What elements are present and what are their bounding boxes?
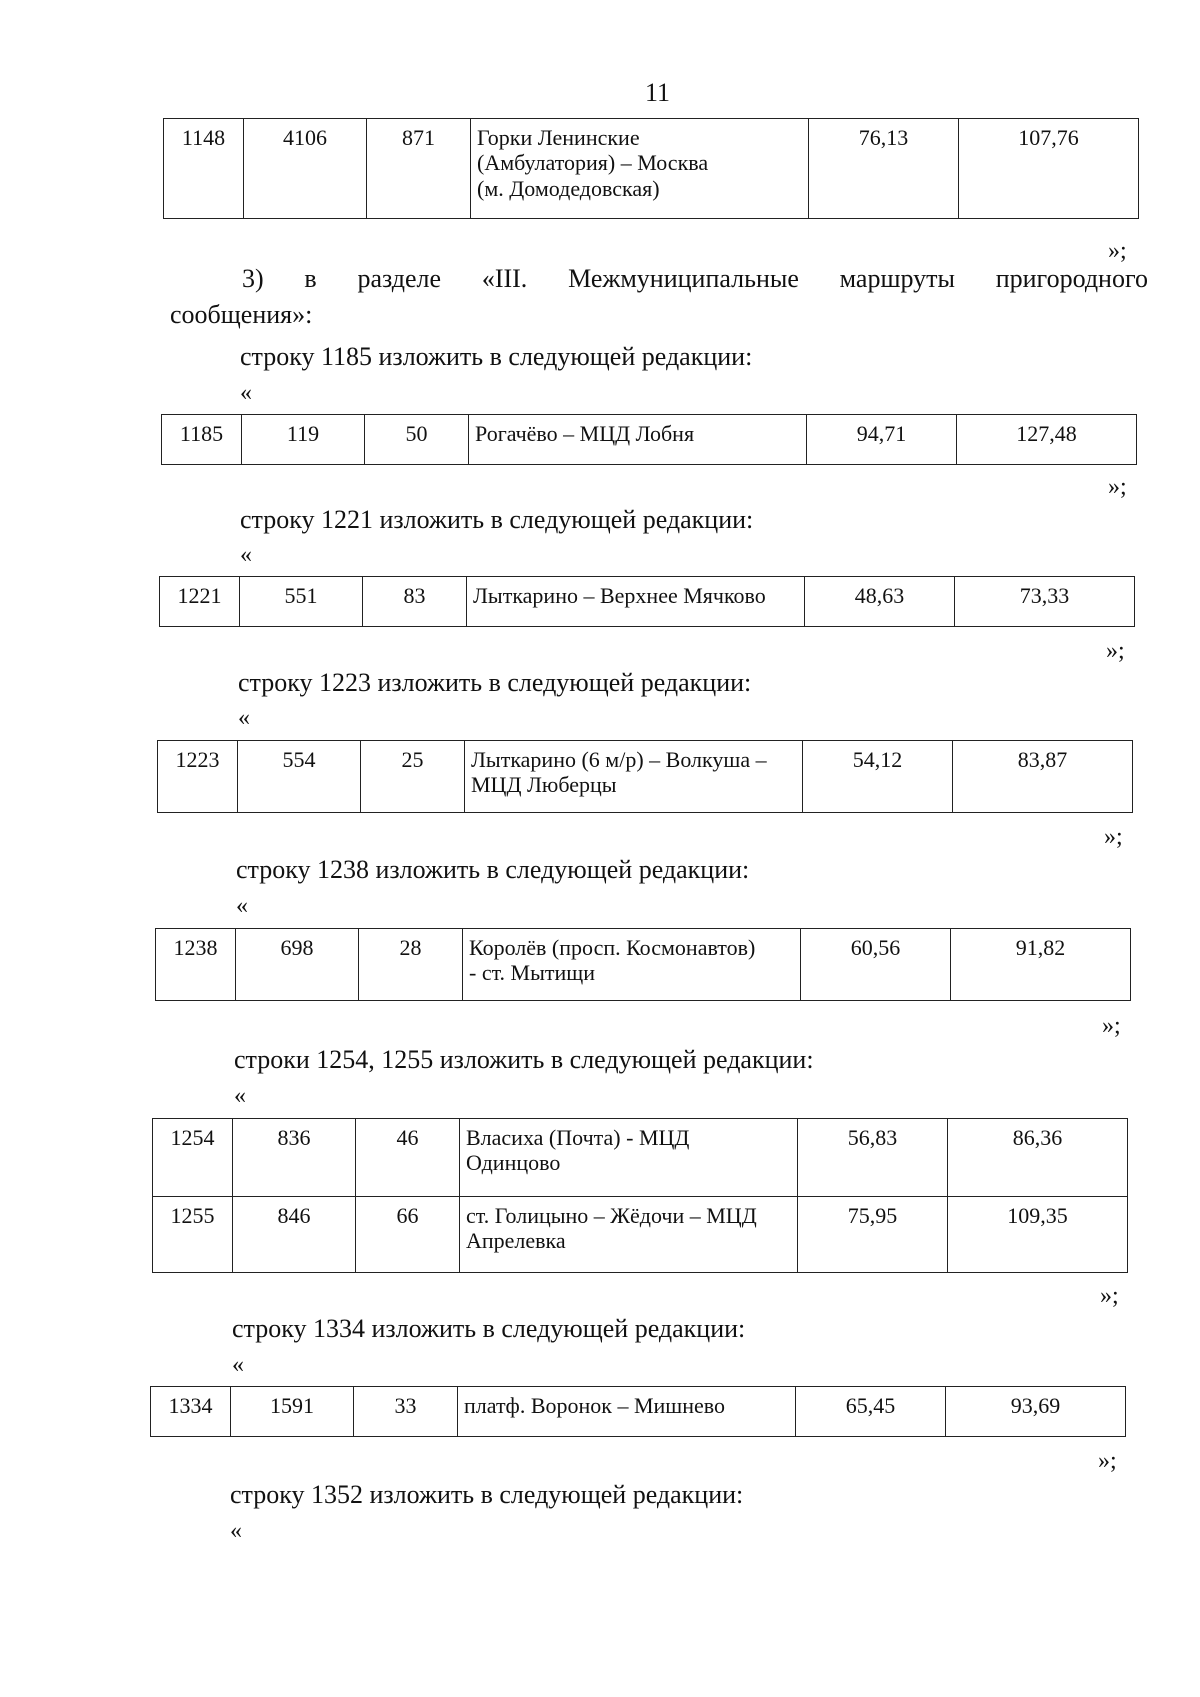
table-1223 — [157, 740, 1133, 813]
open-quote: « — [232, 1352, 244, 1378]
value-2-cell: 91,82 — [951, 929, 1131, 1001]
route-name-line: Королёв (просп. Космонавтов) — [469, 935, 756, 960]
value-2-cell: 93,69 — [946, 1387, 1126, 1437]
row-number-cell: 1221 — [160, 577, 240, 627]
value-1-cell: 65,45 — [796, 1387, 946, 1437]
row-number-cell: 1148 — [164, 119, 244, 219]
value-1-cell: 54,12 — [803, 741, 953, 813]
table-row — [153, 1119, 1128, 1197]
table-1185 — [161, 414, 1137, 465]
value-1-cell: 56,83 — [798, 1119, 948, 1197]
table-row — [156, 929, 1131, 1001]
open-quote: « — [236, 893, 248, 919]
route-name-line: Апрелевка — [466, 1228, 566, 1254]
close-quote: »; — [1100, 1283, 1119, 1309]
route-name-line: Горки Ленинские — [477, 125, 640, 150]
registration-number-cell: 4106 — [244, 119, 367, 219]
value-1-cell: 60,56 — [801, 929, 951, 1001]
row-number-cell: 1223 — [158, 741, 238, 813]
route-number-cell: 66 — [356, 1197, 460, 1273]
value-2-cell: 127,48 — [957, 415, 1137, 465]
open-quote: « — [230, 1518, 242, 1544]
value-1-cell: 75,95 — [798, 1197, 948, 1273]
value-1-cell: 48,63 — [805, 577, 955, 627]
close-quote: »; — [1104, 824, 1123, 850]
table-row — [158, 741, 1133, 813]
route-name-cell — [460, 1197, 798, 1273]
table-row — [164, 119, 1139, 219]
route-number-cell: 83 — [363, 577, 467, 627]
route-name-line: (м. Домодедовская) — [477, 175, 660, 201]
table-row — [151, 1387, 1126, 1437]
open-quote: « — [240, 542, 252, 568]
route-name-line: Рогачёво – МЦД Лобня — [475, 421, 695, 446]
section-intro-line-2: сообщения»: — [170, 300, 313, 329]
value-1-cell: 76,13 — [809, 119, 959, 219]
close-quote: »; — [1108, 474, 1127, 500]
route-name-line: Лыткарино (6 м/р) – Волкуша – — [471, 747, 767, 772]
registration-number-cell: 554 — [238, 741, 361, 813]
table-row — [162, 415, 1137, 465]
route-name-line: - ст. Мытищи — [469, 960, 595, 986]
route-number-cell: 46 — [356, 1119, 460, 1197]
registration-number-cell: 551 — [240, 577, 363, 627]
route-name-cell — [460, 1119, 798, 1197]
close-quote: »; — [1102, 1013, 1121, 1039]
value-2-cell: 107,76 — [959, 119, 1139, 219]
open-quote: « — [238, 705, 250, 731]
open-quote: « — [240, 380, 252, 406]
row-number-cell: 1185 — [162, 415, 242, 465]
value-2-cell: 73,33 — [955, 577, 1135, 627]
page-number: 11 — [645, 78, 671, 107]
amendment-instruction: строку 1334 изложить в следующей редакции: — [232, 1314, 746, 1343]
close-quote: »; — [1106, 638, 1125, 664]
row-number-cell: 1334 — [151, 1387, 231, 1437]
route-number-cell: 33 — [354, 1387, 458, 1437]
route-name-line: Одинцово — [466, 1150, 561, 1176]
registration-number-cell: 846 — [233, 1197, 356, 1273]
route-name-line: (Амбулатория) – Москва — [477, 150, 709, 176]
route-name-line: платф. Воронок – Мишнево — [464, 1393, 726, 1418]
value-1-cell: 94,71 — [807, 415, 957, 465]
route-name-line: МЦД Люберцы — [471, 772, 617, 798]
route-name-cell — [469, 415, 807, 465]
registration-number-cell: 836 — [233, 1119, 356, 1197]
table-1221 — [159, 576, 1135, 627]
route-number-cell: 28 — [359, 929, 463, 1001]
amendment-instruction: строки 1254, 1255 изложить в следующей редакции: — [234, 1045, 814, 1074]
route-name-line: Лыткарино – Верхнее Мячково — [473, 583, 766, 608]
close-quote: »; — [1108, 238, 1127, 264]
route-number-cell: 50 — [365, 415, 469, 465]
route-name-line: ст. Голицыно – Жёдочи – МЦД — [466, 1203, 757, 1228]
table-1238 — [155, 928, 1131, 1001]
registration-number-cell: 698 — [236, 929, 359, 1001]
amendment-instruction: строку 1221 изложить в следующей редакции: — [240, 505, 754, 534]
table-1254-1255 — [152, 1118, 1128, 1273]
value-2-cell: 109,35 — [948, 1197, 1128, 1273]
route-name-cell — [471, 119, 809, 219]
amendment-instruction: строку 1185 изложить в следующей редакции: — [240, 342, 753, 371]
route-number-cell: 871 — [367, 119, 471, 219]
registration-number-cell: 1591 — [231, 1387, 354, 1437]
route-name-cell — [465, 741, 803, 813]
route-name-line: Власиха (Почта) - МЦД — [466, 1125, 690, 1150]
registration-number-cell: 119 — [242, 415, 365, 465]
route-name-cell — [463, 929, 801, 1001]
value-2-cell: 83,87 — [953, 741, 1133, 813]
section-intro-line-1: 3) в разделе «III. Межмуниципальные маршруты пригородного — [242, 264, 1148, 293]
table-row — [160, 577, 1135, 627]
amendment-instruction: строку 1352 изложить в следующей редакции: — [230, 1480, 744, 1509]
open-quote: « — [234, 1083, 246, 1109]
close-quote: »; — [1098, 1448, 1117, 1474]
route-name-cell — [458, 1387, 796, 1437]
row-number-cell: 1238 — [156, 929, 236, 1001]
amendment-instruction: строку 1238 изложить в следующей редакции: — [236, 855, 750, 884]
row-number-cell: 1255 — [153, 1197, 233, 1273]
route-number-cell: 25 — [361, 741, 465, 813]
row-number-cell: 1254 — [153, 1119, 233, 1197]
amendment-instruction: строку 1223 изложить в следующей редакции: — [238, 668, 752, 697]
table-top — [163, 118, 1139, 219]
table-row — [153, 1197, 1128, 1273]
route-name-cell — [467, 577, 805, 627]
table-1334 — [150, 1386, 1126, 1437]
value-2-cell: 86,36 — [948, 1119, 1128, 1197]
